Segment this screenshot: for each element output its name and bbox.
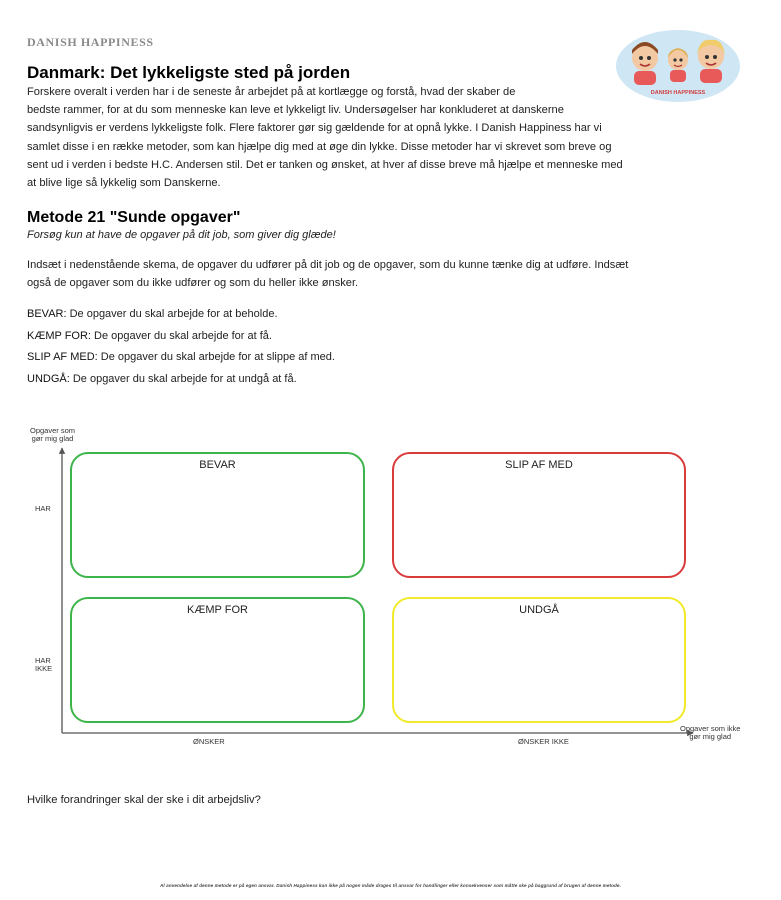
definition-bevar (27, 308, 278, 320)
definition-key: UNDGÅ: (27, 373, 70, 385)
instructions-paragraph (27, 257, 762, 292)
quadrant-bevar[interactable] (70, 452, 365, 578)
quadrant-slip-af-med[interactable] (392, 452, 686, 578)
x-axis-title (680, 725, 740, 741)
row-label-har-ikke (35, 657, 52, 673)
definition-kaemp-for (27, 330, 272, 342)
intro-line: samlet disse i en række metoder, som kan hjælpe dig med at øge din lykke. Disse metoder har vi skrevet som breve og (27, 140, 612, 153)
quadrant-undgaa[interactable] (392, 597, 686, 723)
intro-line: at blive lige så lykkelig som Danskerne. (27, 177, 221, 190)
definition-text: De opgaver du skal arbejde for at slippe af med. (97, 351, 335, 363)
col-label-onsker-ikke: ØNSKER IKKE (518, 737, 569, 746)
y-axis-title (30, 427, 75, 443)
logo-text: DANISH HAPPINESS (650, 90, 706, 96)
intro-line: sandsynligvis er verdens lykkeligste folk. Flere faktorer gør sig gældende for at opnå lykke. I Danish Happiness har vi (27, 122, 602, 135)
brand-name: DANISH HAPPINESS (27, 35, 154, 49)
definition-slip-af-med (27, 351, 335, 363)
definition-text: De opgaver du skal arbejde for at få. (90, 330, 272, 342)
row-label-line: IKKE (35, 664, 53, 673)
method-title: Metode 21 "Sunde opgaver" (27, 209, 241, 226)
quadrant-kaemp-for[interactable] (70, 597, 365, 723)
intro-line: Forskere overalt i verden har i de seneste år arbejdet på at kortlægge og forstå, hvad der skaber de (27, 86, 516, 98)
quadrant-label: BEVAR (199, 459, 236, 471)
row-label-har: HAR (35, 504, 51, 513)
x-axis-title-line: gør mig glad (689, 732, 732, 741)
intro-line: sent ud i verden i bedste H.C. Andersen stil. Det er tanken og ønsket, at hver af disse breve må hjælpe et menneske med (27, 158, 623, 171)
definition-key: KÆMP FOR: (27, 330, 91, 342)
definition-text: De opgaver du skal arbejde for at beholde. (66, 308, 278, 320)
reflection-question: Hvilke forandringer skal der ske i dit arbejdsliv? (27, 794, 261, 806)
instructions-line: også de opgaver som du ikke udfører og som du heller ikke ønsker. (27, 276, 359, 289)
y-axis-title-line: gør mig glad (31, 434, 74, 443)
section-title: Danmark: Det lykkeligste sted på jorden (27, 63, 351, 82)
definition-undgaa (27, 373, 297, 385)
intro-line: bedste rammer, for at du som menneske kan leve et lykkeligt liv. Undersøgelser har konkluderet at danskerne (27, 104, 564, 117)
definition-key: SLIP AF MED: (27, 351, 98, 363)
quadrant-label: UNDGÅ (519, 604, 559, 616)
quadrant-label: SLIP AF MED (505, 459, 573, 471)
method-subtitle: Forsøg kun at have de opgaver på dit job, som giver dig glæde! (27, 229, 336, 241)
y-axis-title-line: Opgaver som (30, 426, 76, 435)
definition-text: De opgaver du skal arbejde for at undgå at få. (69, 373, 297, 385)
definition-key: BEVAR: (27, 308, 67, 320)
quadrant-label: KÆMP FOR (187, 604, 248, 616)
intro-paragraph (27, 83, 752, 192)
instructions-line: Indsæt i nedenstående skema, de opgaver du udfører på dit job og de opgaver, som du kunne tænke dig at udføre. Indsæt (27, 259, 629, 271)
x-axis-title-line: Opgaver som ikke (680, 724, 741, 733)
row-label-line: HAR (35, 656, 51, 665)
disclaimer-footer: Al anvendelse af denne metode er på egen ansvar. Danish Happiness kan ikke på nogen måde drages til ansvar for handlinger eller konsekvenser som måtte ske på baggrund af brugen af denne metode. (160, 883, 621, 888)
col-label-onsker: ØNSKER (193, 737, 225, 746)
